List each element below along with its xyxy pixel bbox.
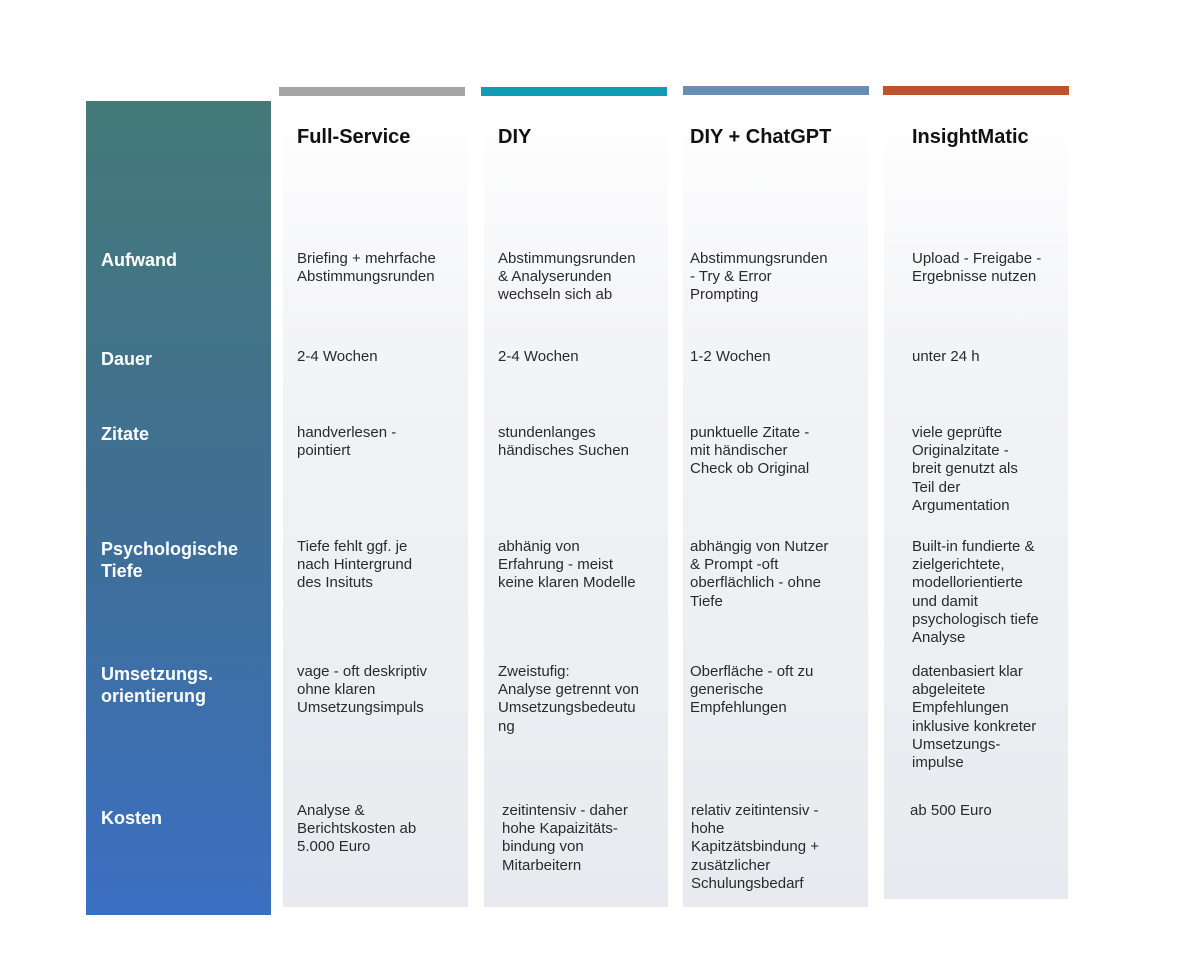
cell-insightmatic-kosten: ab 500 Euro bbox=[910, 802, 992, 819]
cell-full-service-tiefe: Tiefe fehlt ggf. je nach Hintergrund des Insituts bbox=[297, 538, 413, 592]
cell-full-service-kosten: Analyse & Berichtskosten ab 5.000 Euro bbox=[297, 802, 417, 856]
column-diy bbox=[484, 101, 668, 907]
row-label-sidebar bbox=[86, 101, 271, 915]
column-header-insightmatic: InsightMatic bbox=[912, 126, 1029, 148]
column-diy-chatgpt bbox=[683, 101, 868, 907]
cell-insightmatic-dauer: unter 24 h bbox=[912, 348, 980, 365]
row-label-kosten: Kosten bbox=[101, 808, 163, 828]
cell-diy-chatgpt-dauer: 1-2 Wochen bbox=[690, 348, 771, 365]
row-label-zitate: Zitate bbox=[101, 424, 150, 444]
cell-insightmatic-umsetzung: datenbasiert klar abgeleitete Empfehlungen inklusive konkreter Umsetzungs- impulse bbox=[912, 663, 1037, 772]
cell-diy-chatgpt-zitate: punktuelle Zitate - mit händischer Check ob Original bbox=[690, 424, 810, 478]
cell-full-service-zitate: handverlesen - pointiert bbox=[297, 424, 397, 460]
column-header-diy: DIY bbox=[498, 126, 532, 148]
cell-diy-umsetzung: Zweistufig: Analyse getrennt von Umsetzungsbedeutu ng bbox=[498, 663, 639, 735]
cell-insightmatic-tiefe: Built-in fundierte & zielgerichtete, modellorientierte und damit psychologisch tiefe Analyse bbox=[912, 538, 1039, 647]
cell-insightmatic-zitate: viele geprüfte Originalzitate - breit genutzt als Teil der Argumentation bbox=[912, 424, 1018, 514]
accent-bar-diy bbox=[481, 87, 667, 96]
row-label-aufwand: Aufwand bbox=[101, 250, 177, 270]
row-label-psychologische-tiefe: Psychologische Tiefe bbox=[101, 539, 239, 581]
cell-diy-tiefe: abhänig von Erfahrung - meist keine klaren Modelle bbox=[498, 538, 636, 592]
column-full-service bbox=[283, 101, 468, 907]
cell-diy-zitate: stundenlanges händisches Suchen bbox=[498, 424, 629, 460]
cell-diy-dauer: 2-4 Wochen bbox=[498, 348, 579, 365]
row-label-umsetzungsorientierung: Umsetzungs. orientierung bbox=[101, 664, 214, 706]
cell-diy-kosten: zeitintensiv - daher hohe Kapaizitäts- bindung von Mitarbeitern bbox=[502, 802, 628, 874]
cell-full-service-umsetzung: vage - oft deskriptiv ohne klaren Umsetzungsimpuls bbox=[297, 663, 428, 717]
cell-full-service-dauer: 2-4 Wochen bbox=[297, 348, 378, 365]
cell-insightmatic-aufwand: Upload - Freigabe - Ergebnisse nutzen bbox=[912, 250, 1042, 286]
accent-bar-insightmatic bbox=[883, 86, 1069, 95]
cell-diy-chatgpt-aufwand: Abstimmungsrunden - Try & Error Prompting bbox=[690, 250, 828, 304]
column-header-diy-chatgpt: DIY + ChatGPT bbox=[690, 126, 832, 148]
column-header-full-service: Full-Service bbox=[297, 126, 411, 148]
row-label-dauer: Dauer bbox=[101, 349, 153, 369]
cell-diy-chatgpt-umsetzung: Oberfläche - oft zu generische Empfehlungen bbox=[690, 663, 814, 717]
cell-diy-aufwand: Abstimmungsrunden & Analyserunden wechseln sich ab bbox=[498, 250, 636, 304]
accent-bar-full-service bbox=[279, 87, 465, 96]
cell-full-service-aufwand: Briefing + mehrfache Abstimmungsrunden bbox=[297, 250, 436, 286]
cell-diy-chatgpt-kosten: relativ zeitintensiv - hohe Kapitzätsbindung + zusätzlicher Schulungsbedarf bbox=[691, 802, 820, 892]
cell-diy-chatgpt-tiefe: abhängig von Nutzer & Prompt -oft oberflächlich - ohne Tiefe bbox=[690, 538, 829, 610]
accent-bar-diy-chatgpt bbox=[683, 86, 869, 95]
